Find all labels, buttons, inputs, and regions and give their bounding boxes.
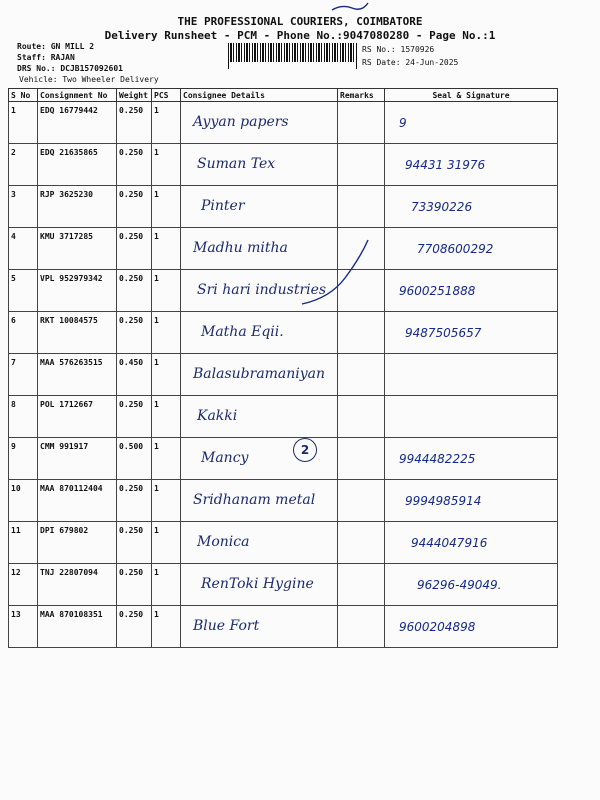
signature-handwriting: 9600251888: [399, 284, 476, 298]
weight-cell: 0.250: [117, 270, 152, 312]
weight-cell: 0.250: [117, 522, 152, 564]
rs-date: RS Date: 24-Jun-2025: [362, 58, 459, 67]
sno-cell: 2: [9, 144, 38, 186]
consignee-cell: [181, 312, 338, 354]
runsheet-table: [8, 88, 558, 648]
weight-cell: 0.250: [117, 564, 152, 606]
weight-cell: 0.250: [117, 102, 152, 144]
consignee-handwriting: RenToki Hygine: [201, 576, 314, 592]
pcs-cell: 1: [152, 438, 181, 480]
consignee-cell: [181, 480, 338, 522]
consignee-handwriting: Balasubramaniyan: [193, 366, 326, 382]
pcs-cell: 1: [152, 522, 181, 564]
pcs-cell: 1: [152, 564, 181, 606]
consignee-handwriting: Pinter: [201, 198, 245, 214]
signature-cell: [385, 354, 558, 396]
weight-cell: 0.250: [117, 186, 152, 228]
pcs-cell: 1: [152, 312, 181, 354]
sno-cell: 1: [9, 102, 38, 144]
pcs-cell: 1: [152, 480, 181, 522]
staff-label: Staff: RAJAN: [17, 53, 75, 62]
sno-cell: 5: [9, 270, 38, 312]
consignment-cell: EDQ 21635865: [38, 144, 117, 186]
signature-cell: [385, 480, 558, 522]
table-header-row: [9, 89, 558, 102]
pen-stroke-mark: [300, 238, 370, 308]
barcode-strip: [230, 62, 356, 70]
signature-cell: [385, 186, 558, 228]
table-row: [9, 186, 558, 228]
signature-handwriting: 7708600292: [417, 242, 494, 256]
signature-cell: [385, 312, 558, 354]
consignee-handwriting: Ayyan papers: [193, 114, 289, 130]
table-row: [9, 396, 558, 438]
consignment-cell: KMU 3717285: [38, 228, 117, 270]
weight-cell: 0.500: [117, 438, 152, 480]
consignee-handwriting: Suman Tex: [197, 156, 276, 172]
circled-number: 2: [293, 438, 317, 462]
consignee-cell: [181, 522, 338, 564]
pcs-cell: 1: [152, 396, 181, 438]
col-consignee: Consignee Details: [181, 89, 338, 102]
vehicle-label: Vehicle: Two Wheeler Delivery: [19, 75, 159, 84]
col-consignment: Consignment No: [38, 89, 117, 102]
table-row: [9, 564, 558, 606]
table-row: [9, 228, 558, 270]
consignee-handwriting: Kakki: [197, 408, 238, 424]
signature-handwriting: 9: [399, 116, 407, 130]
consignee-cell: [181, 354, 338, 396]
pcs-cell: 1: [152, 606, 181, 648]
header-pen-mark: [330, 0, 370, 14]
consignment-cell: RKT 10084575: [38, 312, 117, 354]
sno-cell: 6: [9, 312, 38, 354]
table-row: [9, 270, 558, 312]
consignee-handwriting: Blue Fort: [193, 618, 260, 634]
rs-number: RS No.: 1570926: [362, 45, 435, 54]
consignment-cell: POL 1712667: [38, 396, 117, 438]
signature-cell: [385, 228, 558, 270]
consignment-cell: VPL 952979342: [38, 270, 117, 312]
table-row: [9, 312, 558, 354]
sno-cell: 3: [9, 186, 38, 228]
consignment-cell: MAA 576263515: [38, 354, 117, 396]
pcs-cell: 1: [152, 354, 181, 396]
sno-cell: 10: [9, 480, 38, 522]
signature-cell: [385, 606, 558, 648]
table-row: [9, 102, 558, 144]
signature-handwriting: 9487505657: [405, 326, 482, 340]
consignment-cell: RJP 3625230: [38, 186, 117, 228]
weight-cell: 0.250: [117, 144, 152, 186]
consignee-cell: [181, 606, 338, 648]
signature-cell: [385, 522, 558, 564]
weight-cell: 0.250: [117, 396, 152, 438]
weight-cell: 0.250: [117, 480, 152, 522]
table-row: [9, 480, 558, 522]
consignee-handwriting: Sri hari industries: [197, 282, 327, 298]
signature-handwriting: 94431 31976: [405, 158, 486, 172]
sno-cell: 11: [9, 522, 38, 564]
consignment-cell: DPI 679802: [38, 522, 117, 564]
consignment-cell: MAA 870112404: [38, 480, 117, 522]
sno-cell: 4: [9, 228, 38, 270]
consignee-handwriting: Mancy: [201, 450, 249, 466]
pcs-cell: 1: [152, 186, 181, 228]
signature-handwriting: 73390226: [411, 200, 473, 214]
pcs-cell: 1: [152, 270, 181, 312]
consignee-cell: [181, 438, 338, 480]
consignment-cell: MAA 870108351: [38, 606, 117, 648]
signature-cell: [385, 438, 558, 480]
sno-cell: 12: [9, 564, 38, 606]
signature-handwriting: 9944482225: [399, 452, 476, 466]
signature-handwriting: 9444047916: [411, 536, 488, 550]
table-row: [9, 522, 558, 564]
table-row: [9, 354, 558, 396]
col-sno: S No: [9, 89, 38, 102]
consignment-cell: CMM 991917: [38, 438, 117, 480]
pcs-cell: 1: [152, 144, 181, 186]
weight-cell: 0.250: [117, 606, 152, 648]
pcs-cell: 1: [152, 228, 181, 270]
consignee-cell: [181, 396, 338, 438]
signature-cell: [385, 564, 558, 606]
sno-cell: 9: [9, 438, 38, 480]
table-row: [9, 606, 558, 648]
signature-cell: [385, 270, 558, 312]
consignment-cell: EDQ 16779442: [38, 102, 117, 144]
weight-cell: 0.450: [117, 354, 152, 396]
sno-cell: 13: [9, 606, 38, 648]
consignment-cell: TNJ 22807094: [38, 564, 117, 606]
col-pcs: PCS: [152, 89, 181, 102]
col-remarks: Remarks: [338, 89, 385, 102]
consignee-handwriting: Monica: [197, 534, 250, 550]
consignee-cell: [181, 144, 338, 186]
signature-cell: [385, 144, 558, 186]
consignee-handwriting: Matha Eqii.: [201, 324, 284, 340]
signature-handwriting: 9994985914: [405, 494, 482, 508]
pcs-cell: 1: [152, 102, 181, 144]
consignee-handwriting: Madhu mitha: [193, 240, 288, 256]
consignee-handwriting: Sridhanam metal: [193, 492, 316, 508]
signature-cell: [385, 396, 558, 438]
signature-handwriting: 9600204898: [399, 620, 476, 634]
drs-label: DRS No.: DCJB157092601: [17, 64, 123, 73]
consignee-cell: [181, 102, 338, 144]
col-weight: Weight: [117, 89, 152, 102]
runsheet-subtitle: Delivery Runsheet - PCM - Phone No.:9047080280 - Page No.:1: [104, 29, 496, 42]
col-seal-signature: Seal & Signature: [385, 89, 558, 102]
signature-cell: [385, 102, 558, 144]
sno-cell: 7: [9, 354, 38, 396]
weight-cell: 0.250: [117, 228, 152, 270]
table-row: [9, 438, 558, 480]
signature-handwriting: 96296-49049.: [417, 578, 502, 592]
route-label: Route: GN MILL 2: [17, 42, 95, 51]
sno-cell: 8: [9, 396, 38, 438]
consignee-cell: [181, 564, 338, 606]
table-row: [9, 144, 558, 186]
consignee-cell: [181, 186, 338, 228]
weight-cell: 0.250: [117, 312, 152, 354]
company-title: THE PROFESSIONAL COURIERS, COIMBATORE: [177, 15, 423, 28]
